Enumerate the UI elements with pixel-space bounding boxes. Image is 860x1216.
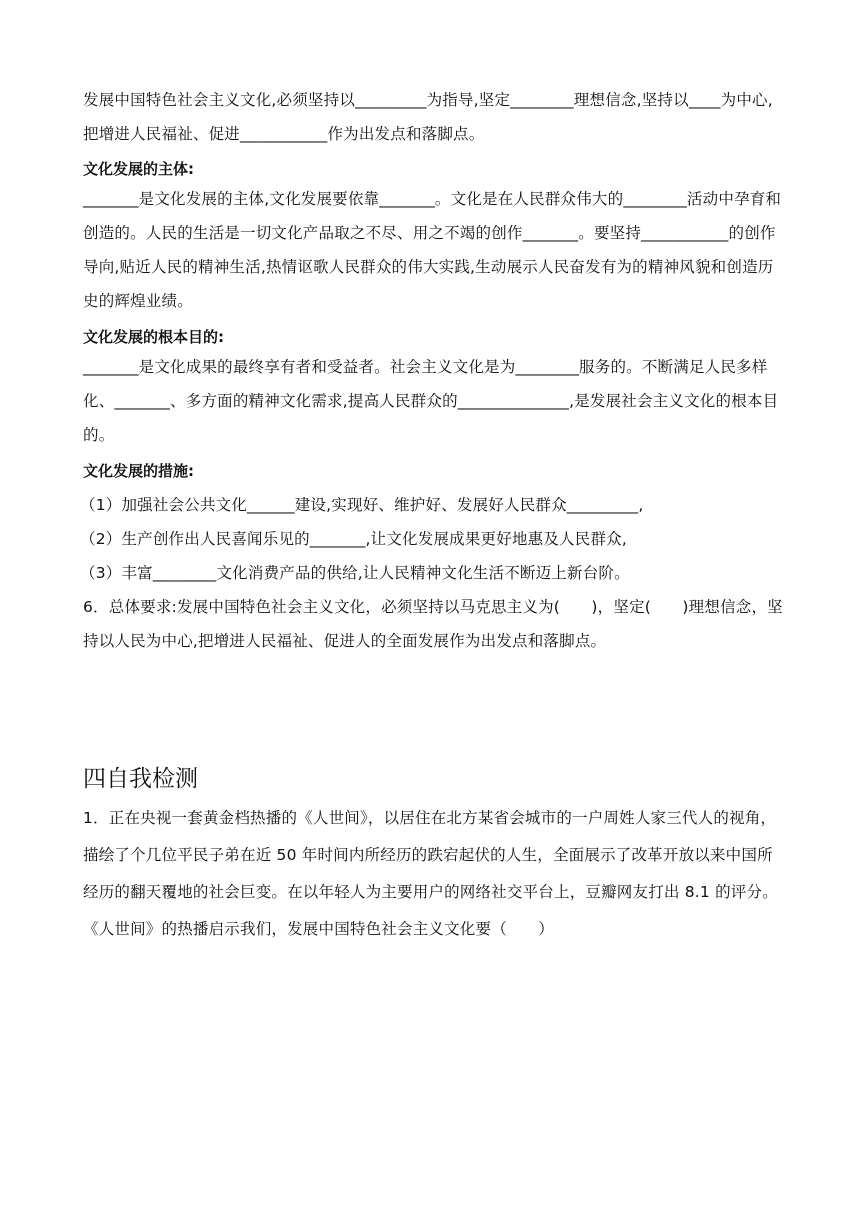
subject-paragraph: _______是文化发展的主体,文化发展要依靠_______。文化是在人民群众伟大的________活动中孕育和创造的。人民的生活是一切文化产品取之不尽、用之不竭的创作_______。要坚持___________的创作导向,贴近人民的精神生活,热情讴歌人民群众的伟大实践,生动展示人民奋发有为的精神风貌和创造历史的辉煌业绩。 bbox=[83, 190, 782, 310]
measure-3: （3）丰富________文化消费产品的供给,让人民精神文化生活不断迈上新台阶。 bbox=[80, 564, 630, 582]
section-title: 四自我检测 bbox=[83, 766, 198, 792]
purpose-paragraph: _______是文化成果的最终享有者和受益者。社会主义文化是为________服务的。不断满足人民多样化、_______、多方面的精神文化需求,提高人民群众的______________,是发展社会主义文化的根本目的。 bbox=[83, 358, 779, 444]
subject-heading: 文化发展的主体: bbox=[83, 160, 194, 178]
purpose-heading: 文化发展的根本目的: bbox=[83, 328, 224, 346]
question-1: 1．正在央视一套黄金档热播的《人世间》，以居住在北方某省会城市的一户周姓人家三代人的视角，描绘了个几位平民子弟在近 50 年时间内所经历的跌宕起伏的人生，全面展示了改革开放以来中国所经历的翻天覆地的社会巨变。在以年轻人为主要用户的网络社交平台上，豆瓣网友打出 8.1 的评分。《人世间》的热播启示我们，发展中国特色社会主义文化要（ ） bbox=[83, 809, 778, 938]
measures-heading: 文化发展的措施: bbox=[83, 462, 194, 480]
measure-1: （1）加强社会公共文化______建设,实现好、维护好、发展好人民群众_________, bbox=[80, 496, 644, 514]
intro-paragraph: 发展中国特色社会主义文化,必须坚持以_________为指导,坚定________理想信念,坚持以____为中心,把增进人民福祉、促进___________作为出发点和落脚点。 bbox=[83, 91, 773, 143]
measure-2: （2）生产创作出人民喜闻乐见的_______,让文化发展成果更好地惠及人民群众, bbox=[80, 530, 627, 548]
item-6-paragraph: 6．总体要求:发展中国特色社会主义文化，必须坚持以马克思主义为( )，坚定( )理想信念，坚持以人民为中心,把增进人民福祉、促进人的全面发展作为出发点和落脚点。 bbox=[83, 598, 783, 650]
